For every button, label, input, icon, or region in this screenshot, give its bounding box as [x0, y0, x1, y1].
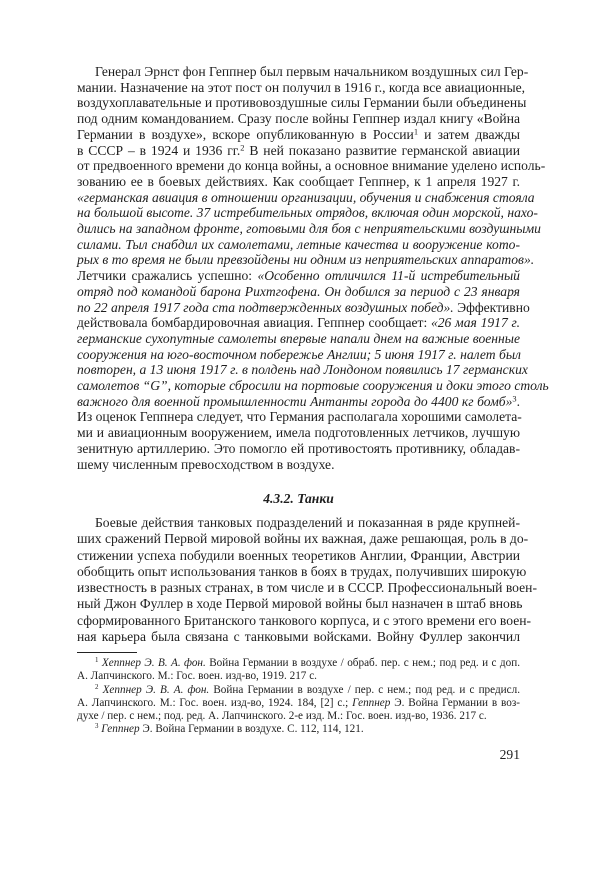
footnote-line: [77, 710, 520, 723]
text-segment: стижении успеха побудили военных теоретиков Англии, Франции, Австрии: [77, 547, 520, 563]
text-segment: Хеппнер Э. В. А. фон.: [102, 683, 210, 696]
text-line: [77, 596, 523, 612]
text-segment: Э. Война Германии в воз-: [390, 696, 520, 709]
text-line: [77, 612, 532, 629]
text-segment: «германская авиация в отношении организации, обучения и снабжения стояла: [77, 189, 535, 205]
text-line: [77, 563, 527, 580]
text-segment: Боевые действия танковых подразделений и показанная в ряде крупней-: [95, 515, 520, 530]
footnotes: [77, 657, 520, 737]
text-segment: важного для военной промышленности Антанты города до 4400 кг бомб»: [77, 393, 513, 409]
footnote-marker: 2: [240, 141, 245, 152]
footnote-marker: 1: [95, 656, 99, 665]
footnote-marker: 3: [95, 722, 99, 731]
text-segment: «Особенно отличился 11-й истребительный: [257, 268, 520, 284]
text-segment: Из оценок Геппнера следует, что Германия располагала хорошими самолета-: [77, 409, 522, 425]
text-line: [77, 64, 529, 80]
text-segment: по 22 апреля 1917 года ста подтвержденных воздушных побед».: [77, 299, 454, 315]
footnote-marker: 3: [512, 393, 517, 404]
text-segment: ших сражений Первой мировой войны их важная, даже решающая, роль в до-: [77, 531, 529, 547]
text-line: [77, 548, 520, 564]
text-segment: А. Лапчинского. М.: Гос. воен. изд-во, 1919. 217 с.: [77, 670, 317, 683]
text-line: [77, 205, 538, 221]
text-line: [77, 221, 541, 237]
text-segment: повторен, а 13 июня 1917 г. в полдень над Лондоном появились 17 германских: [77, 362, 528, 378]
text-line: [77, 362, 528, 378]
text-segment: в СССР – в 1924 и 1936 гг.: [77, 142, 241, 158]
text-segment: Летчики сражались успешно:: [77, 268, 258, 284]
footnote-line: [77, 723, 520, 736]
text-segment: под одним командованием. Сразу после войны Геппнер издал книгу «Война: [77, 111, 520, 127]
text-segment: Хеппнер Э. В. А. фон.: [101, 657, 206, 669]
text-line: [77, 457, 520, 473]
text-segment: отряд под командой барона Рихтгофена. Он добился за период с 23 января: [77, 283, 520, 299]
text-line: [77, 378, 549, 394]
text-segment: ная карьера была связана с танковыми войсками. Войну Фуллер закончил: [77, 629, 520, 645]
section-heading: 4.3.2. Танки: [263, 491, 334, 506]
footnote-marker: 1: [413, 126, 419, 137]
text-line: [77, 580, 537, 596]
text-line: [77, 284, 520, 300]
text-segment: обобщить опыт использования танков в боях в трудах, получивших широкую: [77, 563, 527, 579]
text-line: [77, 79, 526, 96]
footnote-line: [77, 657, 520, 670]
text-segment: ми и авиационным вооружением, имела подготовленных летчиков, лучшую: [77, 425, 520, 441]
text-segment: В ней показано развитие германской авиации: [244, 142, 520, 158]
text-line: [77, 409, 520, 425]
text-line: [77, 158, 546, 174]
text-segment: шему численным превосходством в воздухе.: [77, 456, 335, 472]
text-segment: Война Германии в воздухе / обраб. пер. с нем.; под ред. и с доп.: [205, 657, 520, 669]
footnote-line: [77, 670, 520, 683]
text-segment: Геппнер: [352, 696, 391, 709]
footnote-line: [77, 697, 520, 710]
text-segment: ный Джон Фуллер в ходе Первой мировой войны был назначен в штаб вновь: [77, 596, 523, 612]
text-segment: дились на западном фронте, готовыми для боя с неприятельскими воздушными: [77, 221, 541, 237]
text-line: [77, 252, 535, 268]
text-line: [77, 347, 520, 363]
text-line: [77, 237, 520, 253]
text-line: [77, 394, 520, 410]
text-segment: духе / пер. с нем.; под. ред. А. Лапчинского. 2-е изд. М.: Гос. воен. изд-во, 1936. 217 с.: [77, 710, 487, 723]
paragraph-geppner: [77, 64, 549, 472]
text-segment: Генерал Эрнст фон Геппнер был первым начальником воздушных сил Гер-: [95, 64, 529, 79]
text-segment: мании. Назначение на этот пост он получил в 1916 г., когда все авиационные,: [77, 79, 526, 95]
footnote-divider: [77, 652, 137, 653]
text-segment: Германии в воздухе», вскоре опубликованную в России: [77, 126, 414, 142]
text-segment: германские сухопутные самолеты впервые напали днем на важные военные: [77, 330, 520, 346]
text-segment: зенитную артиллерию. Это помогло ей противостоять противнику, обладав-: [77, 440, 520, 456]
footnote-marker: 2: [95, 682, 99, 691]
text-segment: и затем дважды: [418, 126, 520, 142]
text-line: [77, 425, 520, 441]
text-segment: сформированного Британского танкового корпуса, и с этого времени его воен-: [77, 612, 532, 628]
text-line: [77, 331, 520, 347]
text-segment: известность в разных странах, в том числе и в СССР. Профессиональный воен-: [77, 580, 537, 596]
text-segment: Война Германии в воздухе / пер. с нем.; под ред. и с предисл.: [209, 683, 520, 696]
text-segment: от предвоенного времени до конца войны, а основное внимание уделено исполь-: [77, 158, 546, 174]
paragraph-tanks: [77, 515, 537, 645]
footnote-line: [77, 684, 520, 697]
text-line: [77, 315, 520, 331]
text-line: [77, 515, 520, 531]
text-line: [77, 174, 520, 190]
text-line: [77, 95, 527, 111]
page-number: 291: [499, 747, 520, 762]
text-segment: на большой высоте. 37 истребительных отрядов, включая один морской, нахо-: [77, 205, 538, 221]
text-segment: Эффективно: [453, 299, 530, 315]
text-segment: .: [516, 393, 520, 409]
text-segment: самолетов “G”, которые сбросили на портовые сооружения и доки этого столь: [77, 378, 549, 394]
text-segment: А. Лапчинского. М.: Гос. воен. изд-во, 1924. 184, [2] с.;: [77, 696, 353, 709]
text-segment: сооружения на юго-восточном побережье Англии; 5 июня 1917 г. налет был: [77, 346, 521, 362]
text-segment: Э. Война Германии в воздухе. С. 112, 114, 121.: [139, 723, 364, 736]
text-line: [77, 441, 520, 457]
text-line: [77, 143, 520, 159]
text-segment: зованию ее в боевых действиях. Как сообщает Геппнер, к 1 апреля 1927 г.: [77, 173, 520, 189]
text-line: [77, 268, 520, 284]
text-line: [77, 629, 520, 645]
text-line: [77, 189, 535, 206]
text-segment: Геппнер: [101, 723, 140, 736]
text-line: [77, 111, 520, 127]
text-line: [77, 531, 529, 547]
text-line: [77, 127, 520, 143]
text-segment: рых в то время не были превзойдены ни одним из неприятельских аппаратов».: [77, 252, 535, 268]
text-segment: «26 мая 1917 г.: [430, 315, 520, 331]
text-segment: действовала бомбардировочная авиация. Геппнер сообщает:: [77, 315, 431, 331]
text-segment: воздухоплавательные и противовоздушные силы Германии были объединены: [77, 95, 527, 111]
text-segment: силами. Тыл снабдил их самолетами, летные качества и вооружение кото-: [77, 236, 520, 252]
text-line: [77, 299, 530, 316]
